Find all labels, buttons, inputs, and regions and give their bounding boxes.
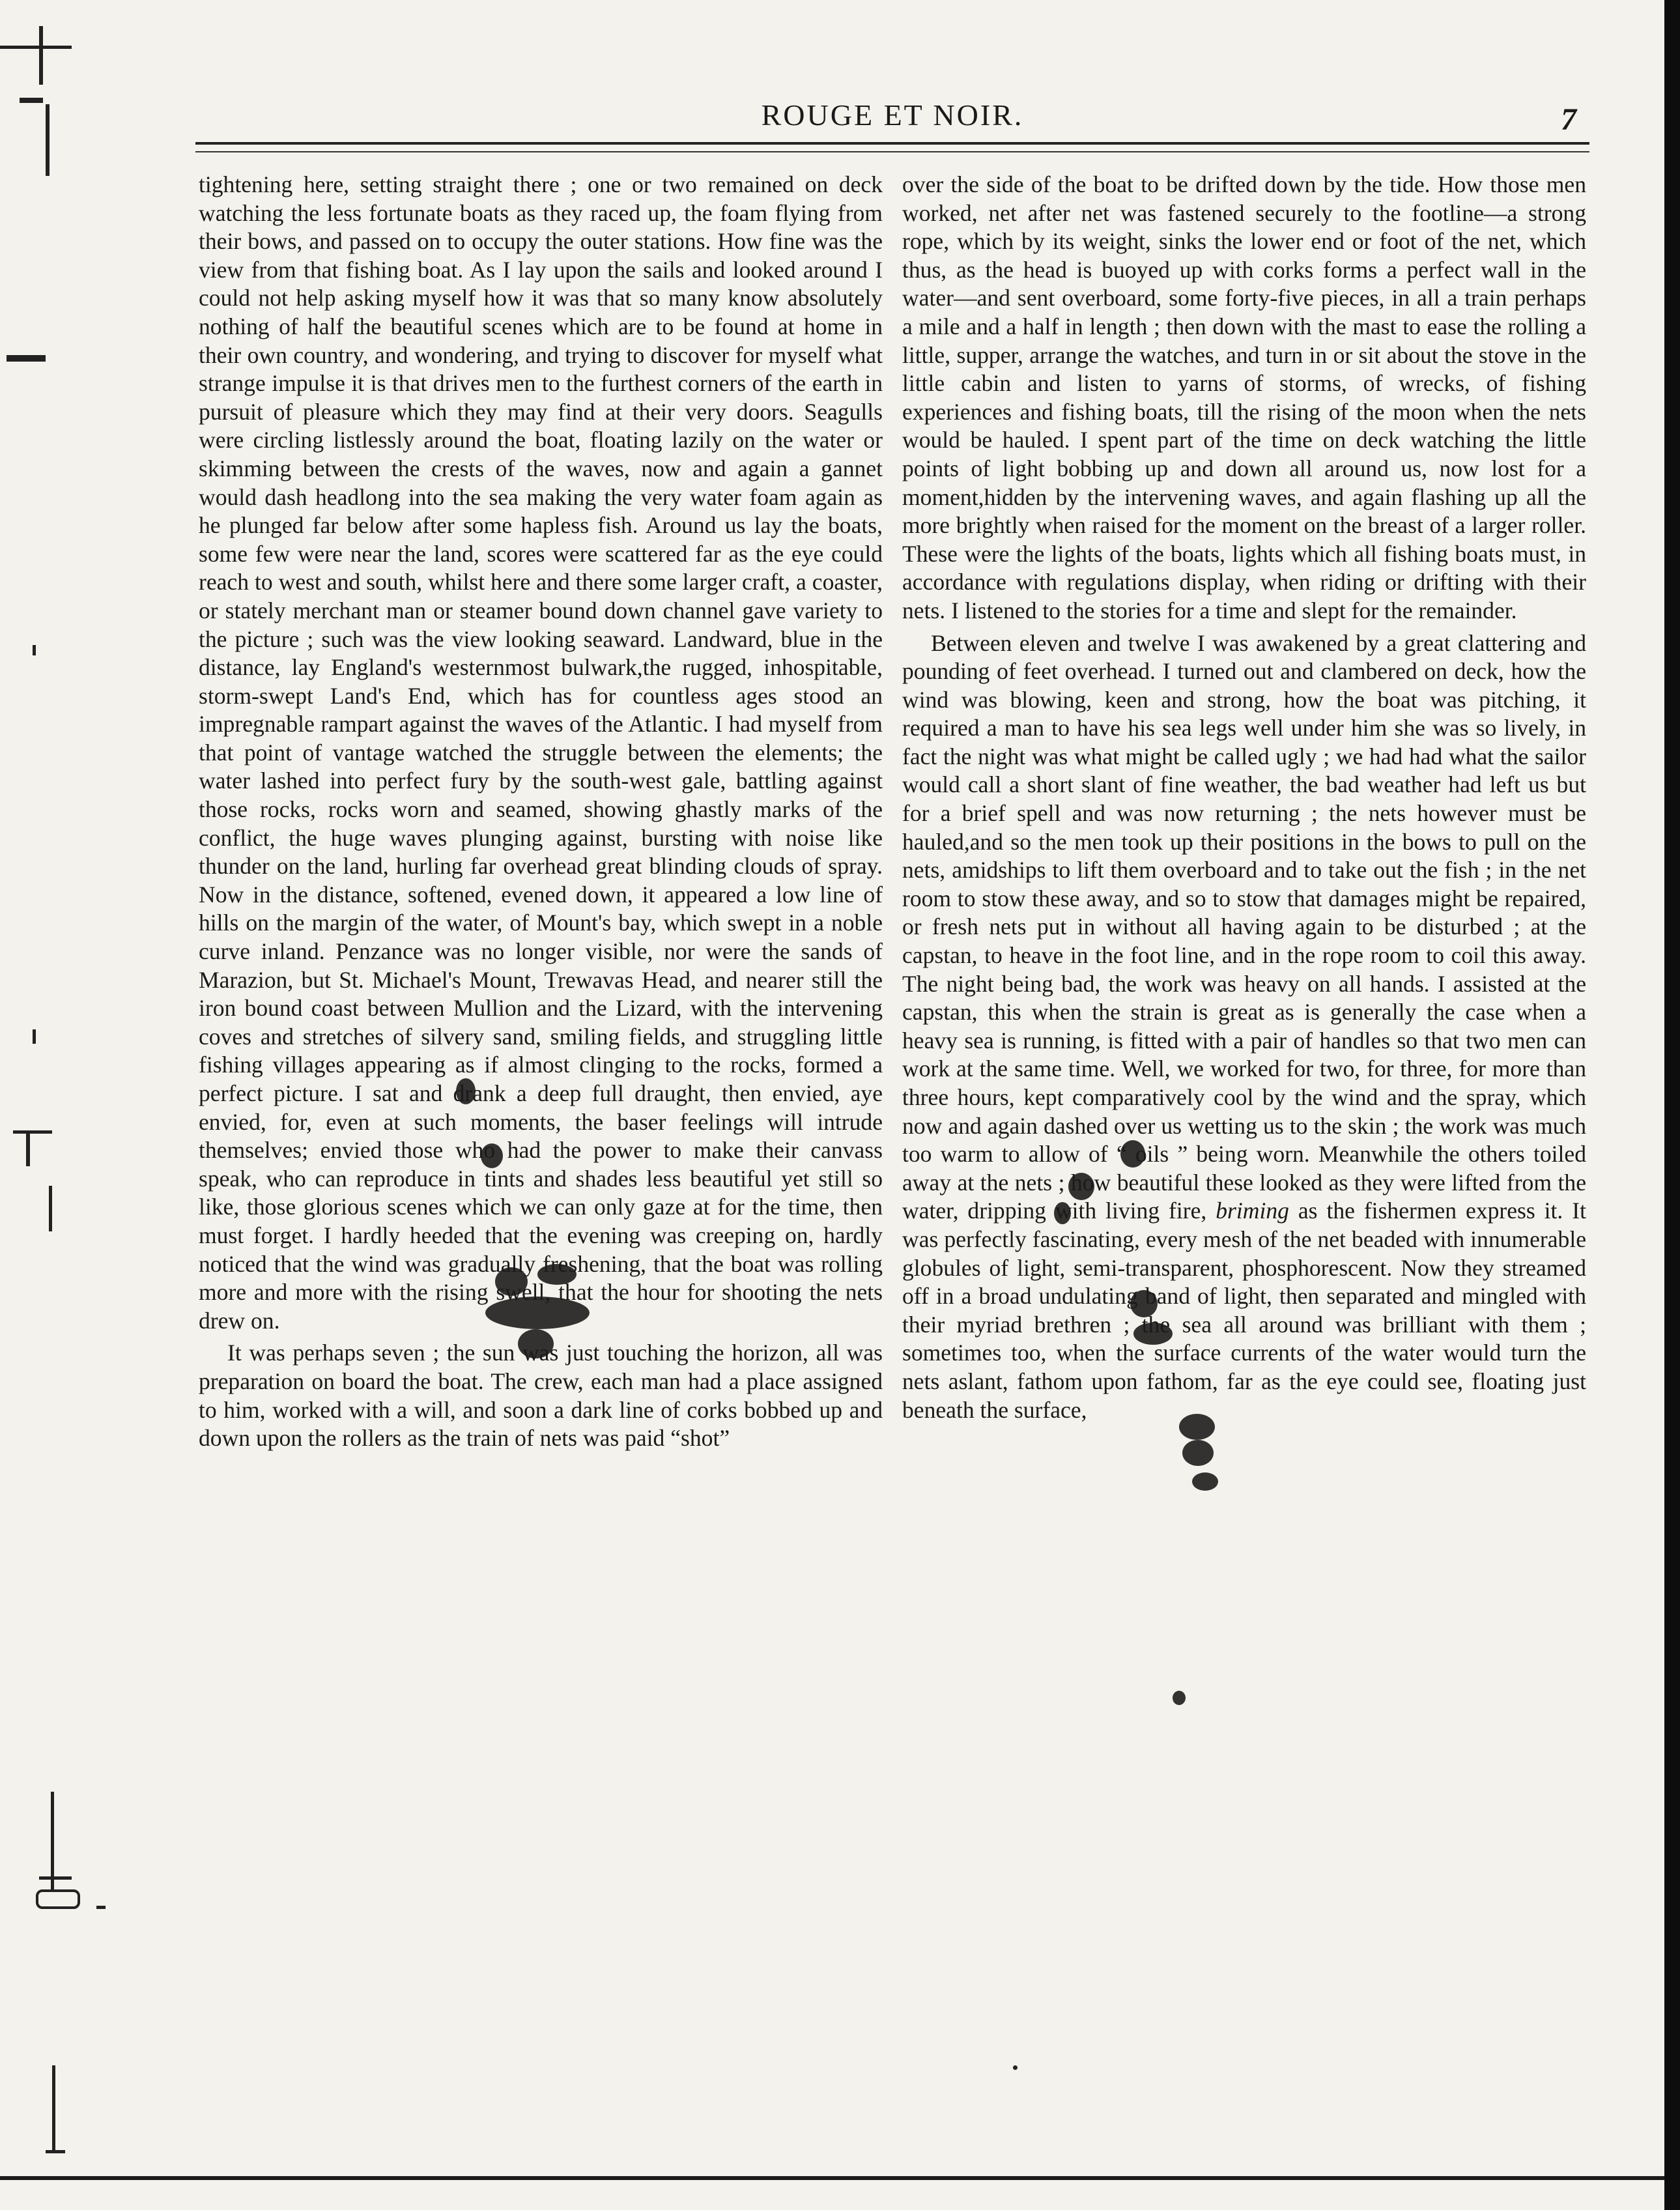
scan-mark bbox=[39, 1876, 72, 1880]
ink-blot bbox=[1173, 1691, 1186, 1705]
scan-mark bbox=[46, 104, 50, 176]
bottom-rule bbox=[0, 2176, 1680, 2180]
paragraph bbox=[902, 629, 1586, 1425]
paragraph: tightening here, setting straight there ; one or two remained on deck watching the less fortunate boats as they raced up, the foam flying from their bows, and passed on to occupy the outer stations. How fine was the view from that fishing boat. As I lay upon the sails and looked around I could not help asking myself how it was that so many know absolutely nothing of half the beautiful scenes which are to be found at home in their own country, and wondering, and trying to discover for myself what strange impulse it is that drives men to the furthest corners of the earth in pursuit of pleasure which they may find at their very doors. Seagulls were circling listlessly around the boat, floating lazily on the water or skimming between the crests of the waves, now and again a gannet would dash headlong into the sea making the very water foam again as he plunged far below after some hapless fish. Around us lay the boats, some few were near the land, scores were scattered far as the eye could reach to west and south, whilst here and there some larger craft, a coaster, or stately merchant man or steamer bound down channel gave variety to the picture ; such was the view looking seaward. Landward, blue in the distance, lay England's westernmost bulwark,the rugged, inhospitable, storm-swept Land's End, which has for countless ages stood an impregnable rampart against the waves of the Atlantic. I had myself from that point of vantage watched the struggle between the elements; the water lashed into perfect fury by the south-west gale, battling against those rocks, rocks worn and seamed, showing ghastly marks of the conflict, the huge waves plunging against, bursting with noise like thunder on the land, hurling far overhead great blinding clouds of spray. Now in the distance, softened, evened down, it appeared a low line of hills on the margin of the water, of Mount's bay, which swept in a noble curve inland. Penzance was no longer visible, nor were the sands of Marazion, but St. Michael's Mount, Trewavas Head, and nearer still the iron bound coast between Mullion and the Lizard, with the intervening coves and stretches of silvery sand, smiling fields, and struggling little fishing villages appearing as if almost clinging to the rocks, formed a perfect picture. I sat and drank a deep full draught, then envied, aye envied, for, even at such moments, the baser feelings will intrude themselves; envied those who had the power to make their canvass speak, who can reproduce in tints and shades less beautiful yet still so like, those glorious scenes which we can only gaze at for the time, then must forget. I hardly heeded that the evening was creeping on, hardly noticed that the wind was gradually freshening, that the boat was rolling more and more with the rising swell, that the hour for shooting the nets drew on. bbox=[199, 171, 883, 1334]
paragraph-text: Between eleven and twelve I was awakened by a great clattering and pounding of feet overhead. I turned out and clambered on deck, how the wind was blowing, keen and strong, how the boat was pitching, it required a man to have his sea legs well under him she was so lively, in fact the night was what might be called ugly ; we had had what the sailor would call a short slant of fine weather, the bad weather had left us but for a brief spell and was now returning ; the nets however must be hauled,and so the men took up their positions in the bows to pull on the nets, amidships to lift them overboard and to take out the fish ; in the net room to stow these away, and so to stow that damages might be repaired, or fresh nets put in without all having again to be disturbed ; at the capstan, to heave in the foot line, and in the rope room to coil this away. The night being bad, the work was heavy on all hands. I assisted at the capstan, this when the strain is great as is generally the case when a heavy sea is running, is fitted with a pair of handles so that two men can work at the same time. Well, we worked for two, for three, for more than three hours, kept comparatively cool by the wind and the spray, which now and again dashed over us wetting us to the skin ; the work was much too warm to allow of “ oils ” being worn. Meanwhile the others toiled away at the nets ; how beautiful these looked as they were lifted from the water, dripping with living fire, bbox=[902, 629, 1586, 1224]
right-column bbox=[902, 171, 1586, 1424]
scan-mark bbox=[96, 1906, 106, 1909]
scan-edge bbox=[1664, 0, 1680, 2210]
paragraph: It was perhaps seven ; the sun was just touching the horizon, all was preparation on board the boat. The crew, each man had a place assigned to him, worked with a will, and soon a dark line of corks bobbed up and down upon the rollers as the train of nets was paid “shot” bbox=[199, 1340, 883, 1452]
scan-mark bbox=[46, 2150, 65, 2153]
scan-mark bbox=[52, 2065, 55, 2150]
paragraph-text: as the fishermen express it. It was perfectly fascinating, every mesh of the net beaded with innumerable globules of light, semi-transparent, phosphorescent. Now they streamed off in a broad undulating band of light, then separated and mingled with their myriad brethren ; the sea all around was brilliant with them ; sometimes too, when the surface currents of the water would turn the nets aslant, fathom upon fathom, far as the eye could see, floating just beneath the surface, bbox=[902, 1198, 1586, 1423]
scan-mark bbox=[33, 1029, 36, 1044]
scan-mark bbox=[13, 1130, 52, 1134]
page-number: 7 bbox=[1561, 102, 1576, 137]
running-title: ROUGE ET NOIR. bbox=[761, 98, 1024, 132]
scan-mark bbox=[39, 26, 43, 85]
scan-mark bbox=[7, 355, 46, 362]
page-header bbox=[195, 98, 1589, 143]
ink-blot bbox=[1192, 1472, 1218, 1491]
scan-mark bbox=[0, 46, 72, 49]
italic-term: briming bbox=[1216, 1198, 1289, 1224]
ink-blot bbox=[1182, 1440, 1214, 1466]
scan-mark bbox=[1013, 2065, 1018, 2070]
paragraph: over the side of the boat to be drifted down by the tide. How those men worked, net after net was fastened securely to the footline—a strong rope, which by its weight, sinks the lower end or foot of the net, which thus, as the head is buoyed up with corks forms a perfect wall in the water—and sent overboard, some forty-five pieces, in all a train perhaps a mile and a half in length ; then down with the mast to ease the rolling a little, supper, arrange the watches, and turn in or sit about the stove in the little cabin and listen to yarns of storms, of wrecks, of fishing experiences and fishing boats, till the rising of the moon when the nets would be hauled. I spent part of the time on deck watching the little points of light bobbing up and down all around us, now lost for a moment,hidden by the intervening waves, and again flashing up all the more brightly when raised for the moment on the breast of a larger roller. These were the lights of the boats, lights which all fishing boats must, in accordance with regulations display, when riding or drifting with their nets. I listened to the stories for a time and slept for the remainder. bbox=[902, 171, 1586, 624]
scan-mark bbox=[51, 1792, 54, 1889]
header-rule bbox=[195, 142, 1589, 145]
scan-mark bbox=[36, 1889, 80, 1909]
scan-mark bbox=[33, 645, 36, 655]
scan-mark bbox=[49, 1186, 52, 1231]
scan-mark bbox=[26, 1134, 30, 1166]
scan-mark bbox=[20, 98, 43, 103]
header-rule bbox=[195, 151, 1589, 152]
left-column bbox=[199, 171, 883, 1453]
